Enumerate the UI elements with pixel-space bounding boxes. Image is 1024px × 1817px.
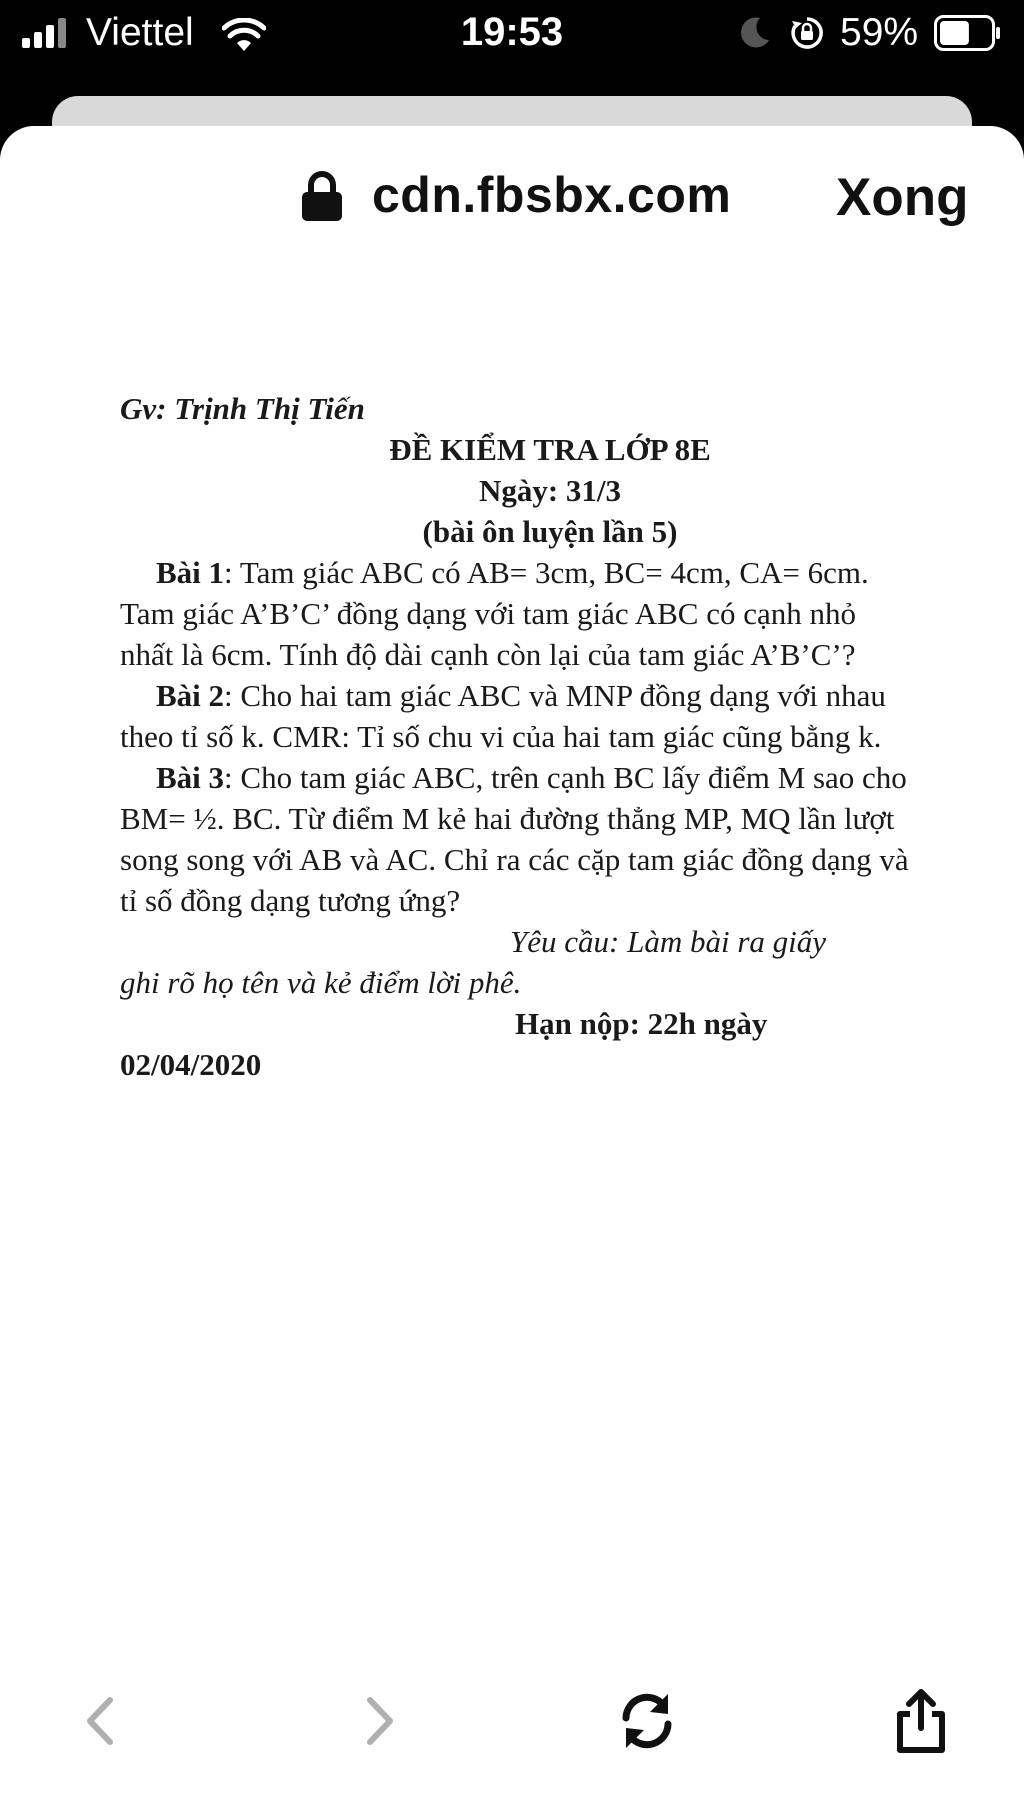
share-icon[interactable]	[886, 1686, 956, 1756]
exercise-label: Bài 3	[156, 760, 225, 795]
exercise-text: : Tam giác ABC có AB= 3cm, BC= 4cm, CA= 6cm. Tam giác A’B’C’ đồng dạng với tam giác ABC có cạnh nhỏ nhất là 6cm. Tính độ dài cạnh còn lại của tam giác A’B’C’?	[120, 555, 869, 672]
exercise-2	[120, 675, 910, 757]
document-date: Ngày: 31/3	[478, 473, 622, 508]
lock-icon	[298, 170, 346, 222]
back-icon[interactable]	[66, 1686, 136, 1756]
status-time: 19:53	[460, 10, 564, 54]
exercise-3	[120, 757, 910, 921]
forward-icon[interactable]	[344, 1686, 414, 1756]
deadline-date: 02/04/2020	[120, 1047, 262, 1082]
exercise-text: : Cho tam giác ABC, trên cạnh BC lấy điểm M sao cho BM= ½. BC. Từ điểm M kẻ hai đường thẳng MP, MQ lần lượt song song với AB và AC. Chỉ ra các cặp tam giác đồng dạng và tỉ số đồng dạng tương ứng?	[120, 760, 909, 918]
done-button[interactable]: Xong	[836, 168, 969, 227]
teacher-name: Gv: Trịnh Thị Tiến	[120, 391, 365, 426]
url-label[interactable]: cdn.fbsbx.com	[372, 167, 732, 223]
bottom-toolbar	[0, 1686, 1024, 1806]
moon-icon	[736, 14, 772, 50]
reload-icon[interactable]	[612, 1686, 682, 1756]
browser-sheet	[0, 126, 1024, 1817]
deadline-line-1: Hạn nộp: 22h ngày	[515, 1006, 768, 1041]
requirement-line-2: ghi rõ họ tên và kẻ điểm lời phê.	[120, 965, 522, 1000]
browser-header	[0, 126, 1024, 246]
exercise-text: : Cho hai tam giác ABC và MNP đồng dạng với nhau theo tỉ số k. CMR: Tỉ số chu vi của hai tam giác cũng bằng k.	[120, 678, 886, 754]
document-title: ĐỀ KIỂM TRA LỚP 8E	[389, 432, 711, 467]
rotation-lock-icon	[790, 16, 824, 50]
battery-icon	[934, 15, 1002, 51]
document-subtitle: (bài ôn luyện lần 5)	[422, 514, 678, 549]
document-content	[120, 388, 910, 1085]
battery-percent: 59%	[840, 11, 919, 54]
status-bar	[0, 0, 1024, 100]
exercise-label: Bài 2	[156, 678, 225, 713]
exercise-label: Bài 1	[156, 555, 225, 590]
requirement-line-1: Yêu cầu: Làm bài ra giấy	[510, 924, 827, 959]
exercise-1	[120, 552, 910, 675]
carrier-name: Viettel	[86, 11, 194, 54]
